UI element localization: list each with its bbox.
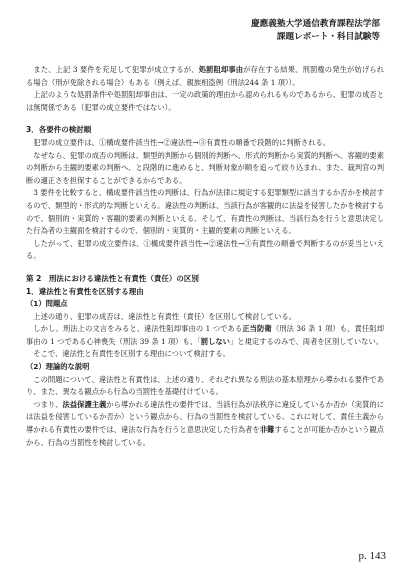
paragraph: この問題について、違法性と有責性は、上述の通り、それぞれ異なる刑法の基本原理から導かれる要件であり、また、異なる観点から行為の当罰性を基礎付けている。 xyxy=(26,374,384,397)
section-heading: 第 2 刑法における違法性と有責性（責任）の区別 xyxy=(26,273,199,283)
paragraph: そこで、違法性と有責性を区別する理由について検討する。 xyxy=(33,349,231,359)
paragraph: したがって、犯罪の成立要件は、①構成要件該当性→②違法性→③有責性の順番で判断するのが妥当といえる。 xyxy=(26,238,384,261)
subsection-heading: （1）問題点 xyxy=(26,299,68,309)
page-number: p. 143 xyxy=(358,550,386,562)
paragraph: しかし、刑法上の文言をみると、違法性阻却事由の 1 つである正当防衛（刑法 36 条 1 項）も、責任阻却事由の 1 つである心神喪失（刑法 39 条 1 項）も、「罰しない」と規定するのみで、両者を区別していない。 xyxy=(26,324,384,346)
header-university: 慶應義塾大学通信教育課程法学部 xyxy=(251,19,380,29)
paragraph: 上記のような処罰条件や処罰阻却事由は、一定の政策的理由から認められるものであるから、犯罪の成否とは無関係である（犯罪の成立要件ではない）。 xyxy=(26,90,384,112)
paragraph: つまり、法益保護主義から導かれる違法性の要件では、当該行為が法秩序に違反しているか否か（実質的には法益を侵害しているか否か）という観点から、行為の当罰性を検討している。これに対して、責任主義から導かれる有責性の要件では、違法な行為を行うと意思決定した行為者を非難することが可能か否かという観点から、行為の当罰性を検討している。 xyxy=(26,399,385,447)
paragraph: なぜなら、犯罪の成否の判断は、類型的判断から個別的判断へ、形式的判断から実質的判断へ、客観的要素の判断から主観的要素の判断へ、と段階的に進めると、判断対象が順を追って絞り込まれ、また、裁判官の判断の適正さを担保することができるからである。 xyxy=(26,150,384,185)
section-gap xyxy=(26,263,384,273)
section-heading: 3．各要件の検討順 xyxy=(26,125,92,135)
document-body xyxy=(26,64,384,449)
section-gap xyxy=(26,114,384,124)
subsection-heading: （2）理論的な説明 xyxy=(26,362,90,372)
header-subtitle: 課題レポート・科目試験等 xyxy=(276,32,380,42)
section-heading: 1．違法性と有責性を区別する理由 xyxy=(26,286,144,296)
paragraph: 上述の通り、犯罪の成否は、違法性と有責性（責任）を区別して検討している。 xyxy=(33,311,296,321)
paragraph: 犯罪の成立要件は、①構成要件該当性→②違法性→③有責性の順番で段階的に判断される。 xyxy=(33,137,331,147)
paragraph: 3 要件を比較すると、構成要件該当性の判断は、行為が法律に規定する犯罪類型に該当するか否かを検討するので、類型的・形式的な判断といえる。違法性の判断は、当該行為が客観的に法益を侵害したかを検討するので、個別的・実質的・客観的要素の判断といえる。そして、有責性の判断は、当該行為を行うと意思決定した行為者の主観面を検討するので、個別的・実質的・主観的要素の判断といえる。 xyxy=(26,188,384,236)
page-header xyxy=(251,18,380,44)
paragraph: また、上記 3 要件を充足して犯罪が成立するが、処罰阻却事由が存在する結果、刑罰権の発生が妨げられる場合（刑が免除される場合）もある（例えば、親族相盗例（刑法244 条 1 項））。 xyxy=(26,65,385,87)
